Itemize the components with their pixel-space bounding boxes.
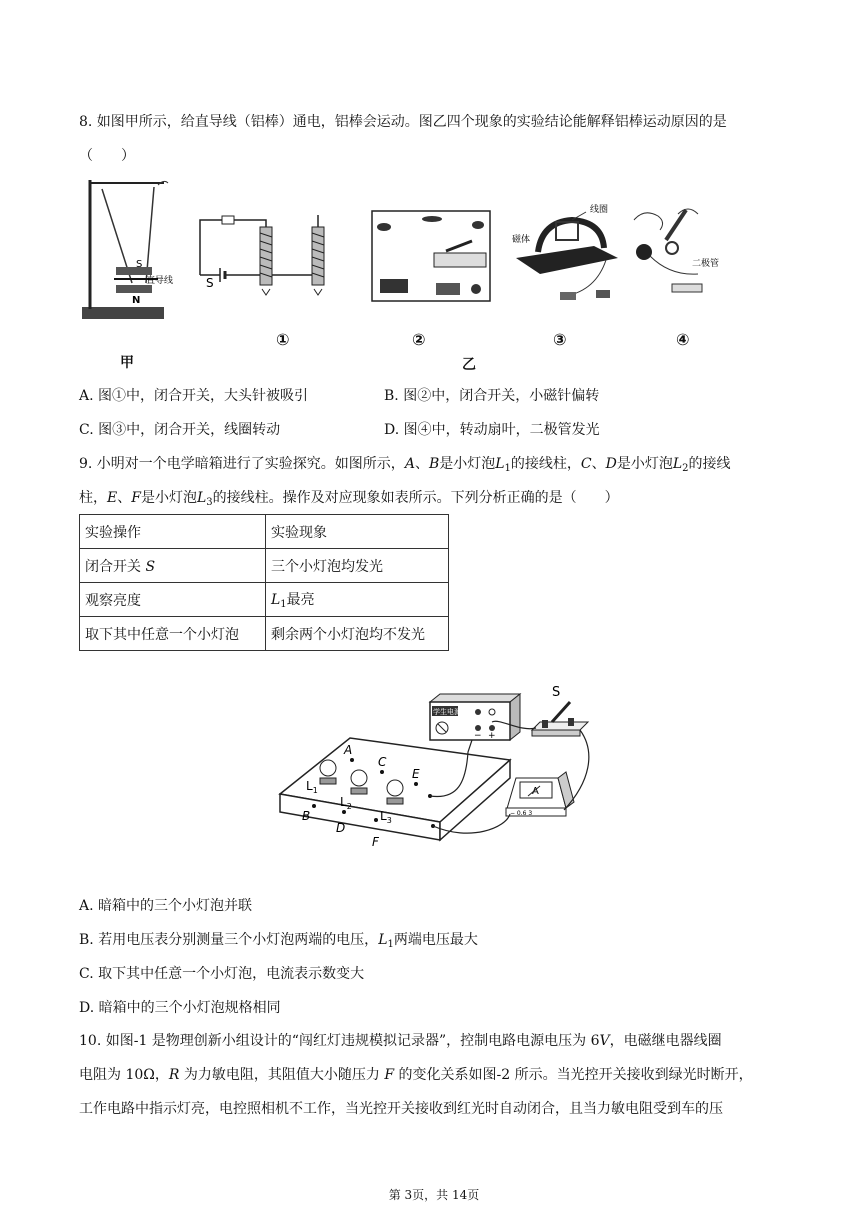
table-cell: 剩余两个小灯泡均不发光 [266,617,449,651]
jia-wire-label: 直导线 [146,276,174,286]
q9-circuit-figure [270,682,600,854]
switch-label: S [552,685,561,700]
table-cell: 三个小灯泡均发光 [266,549,449,583]
q10-stem-line1: 10. 如图-1 是物理创新小组设计的“闯红灯违规模拟记录器”，控制电路电源电压为 6V，电磁继电器线圈 [79,1033,722,1049]
terminal-c-label: C [378,755,387,769]
table-row [80,583,449,617]
q8-option-b[interactable]: B. 图②中，闭合开关，小磁针偏转 [384,388,600,404]
table-header-cell: 实验现象 [266,515,449,549]
q8-figure-4 [620,200,720,310]
table-row [80,617,449,651]
fig1-switch-label: S [206,276,214,290]
ammeter-scale: − 0.6 3 [510,810,533,817]
terminal-d-label: D [336,821,346,835]
q8-label-yi: 乙 [462,357,476,373]
q8-figure-1 [190,205,345,305]
terminal-b-label: B [302,809,311,823]
q9-table [79,514,449,651]
q8-figure-3 [510,200,625,310]
fig3-magnet-label: 磁体 [512,235,531,245]
q10-stem-line2: 电阻为 10Ω，R 为力敏电阻，其阻值大小随压力 F 的变化关系如图-2 所示。当光控开关接收到绿光时断开， [79,1067,753,1083]
q8-option-d[interactable]: D. 图④中，转动扇叶，二极管发光 [384,422,600,438]
table-cell: $L_1$最亮 [266,583,449,617]
q8-figure-2 [364,205,499,305]
bulb-l2-icon [351,770,367,794]
fig3-coil-label: 线圈 [590,205,609,215]
bulb-l3-icon [387,780,403,804]
q10-stem-line3: 工作电路中指示灯亮，电控照相机不工作，当光控开关接收到红光时自动闭合，且当力敏电阻受到车的压 [79,1101,723,1117]
q8-label-2: ② [412,330,426,349]
q8-label-1: ① [276,330,290,349]
terminal-e-label: E [412,767,420,781]
q8-label-jia: 甲 [120,355,134,371]
bulb-l1-label: $L_1$ [306,779,318,795]
fig4-diode-label: 二极管 [692,259,720,269]
jia-s-pole: S [136,259,143,270]
power-minus-label: − [474,731,482,741]
table-cell: 取下其中任意一个小灯泡 [80,617,266,651]
ammeter [506,772,574,817]
bulb-l3-label: $L_3$ [380,809,392,825]
jia-n-pole: N [132,295,141,306]
q9-option-c[interactable]: C. 取下其中任意一个小灯泡，电流表示数变大 [79,966,365,982]
power-supply [430,694,520,741]
bulb-l2-label: $L_2$ [340,795,352,811]
ammeter-symbol: A [532,786,539,797]
q8-option-c[interactable]: C. 图③中，闭合开关，线圈转动 [79,422,281,438]
power-plus-label: + [488,731,496,741]
table-row [80,549,449,583]
q8-stem-line2: （ ） [79,148,135,164]
switch [532,685,588,736]
q9-option-b[interactable]: B. 若用电压表分别测量三个小灯泡两端的电压，$L_1$两端电压最大 [79,932,478,950]
q9-stem-line2: 柱，E、F是小灯泡$L_3$的接线柱。操作及对应现象如表所示。下列分析正确的是（ ） [79,490,619,508]
terminal-f-label: F [372,835,379,849]
power-supply-label: 学生电源 [433,708,461,716]
table-cell: 闭合开关 S [80,549,266,583]
terminal-a-label: A [344,743,353,757]
q9-stem-line1: 9. 小明对一个电学暗箱进行了实验探究。如图所示，A、B是小灯泡$L_1$的接线柱，C、D是小灯泡$L_2$的接线 [79,456,731,474]
q8-figure-jia [74,175,184,325]
q8-label-4: ④ [676,330,690,349]
q8-option-a[interactable]: A. 图①中，闭合开关，大头针被吸引 [79,388,309,404]
bulb-l1-icon [320,760,336,784]
q9-option-a[interactable]: A. 暗箱中的三个小灯泡并联 [79,898,253,914]
page-footer: 第 3页，共 14页 [388,1188,480,1202]
table-row [80,515,449,549]
q9-option-d[interactable]: D. 暗箱中的三个小灯泡规格相同 [79,1000,281,1016]
table-cell: 观察亮度 [80,583,266,617]
q8-label-3: ③ [553,330,567,349]
q8-stem-line1: 8. 如图甲所示，给直导线（铝棒）通电，铝棒会运动。图乙四个现象的实验结论能解释铝棒运动原因的是 [79,114,727,130]
table-header-cell: 实验操作 [80,515,266,549]
